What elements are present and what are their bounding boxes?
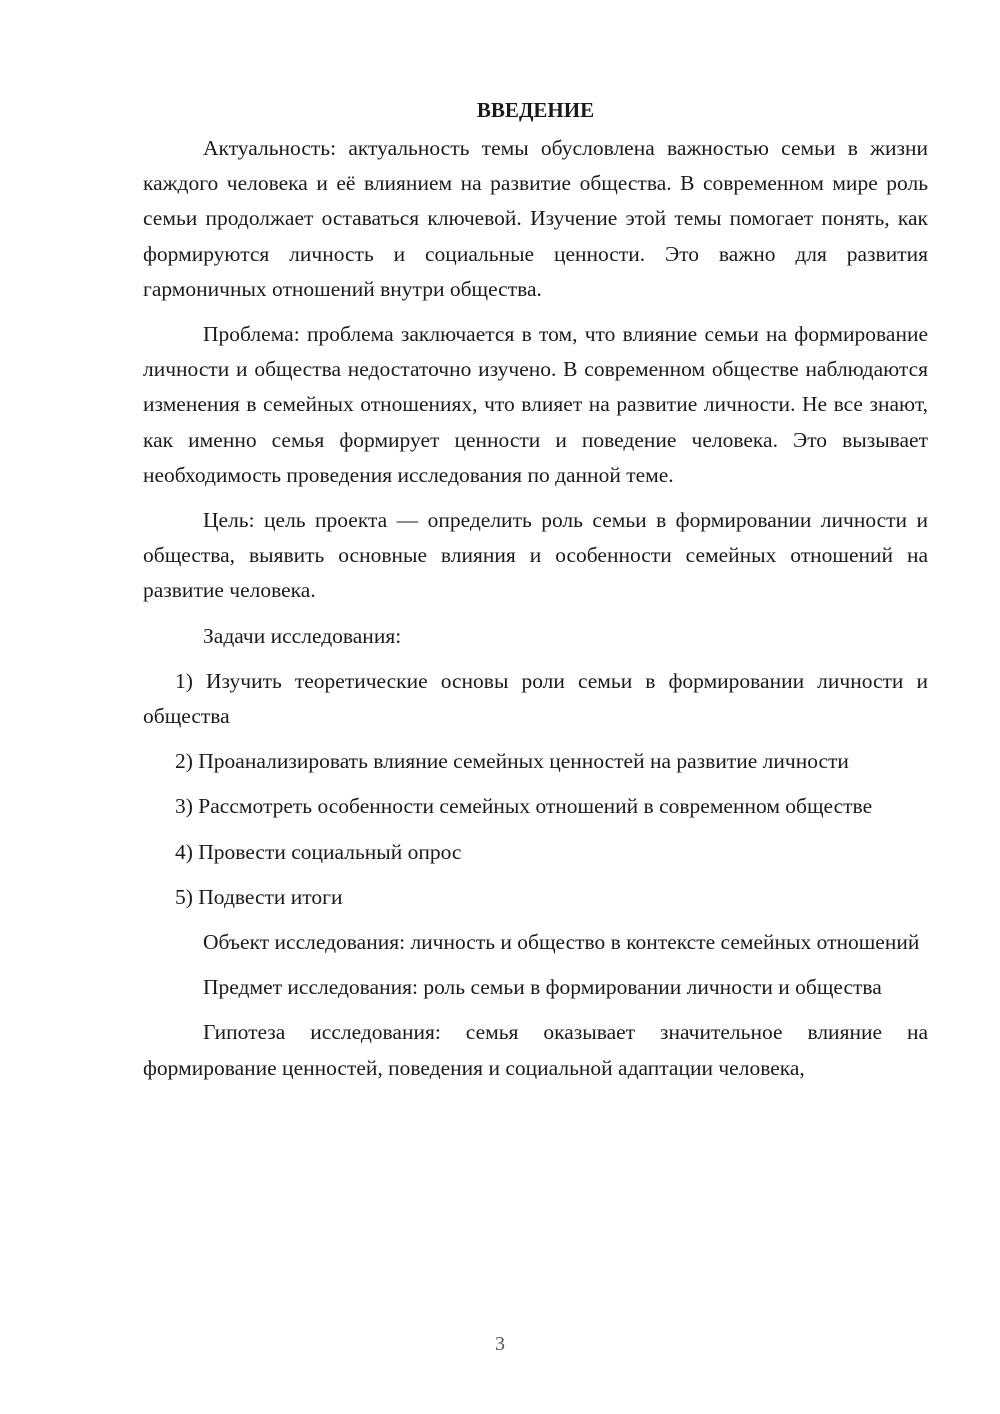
paragraph-relevance: Актуальность: актуальность темы обусловлена важностью семьи в жизни каждого человека и её влиянием на развитие общества. В современном мире роль семьи продолжает оставаться ключевой. Изучение этой темы помогает понять, как формируются личность и социальные ценности. Это важно для развития гармоничных отношений внутри общества. [143,136,928,301]
task-item-4: 4) Провести социальный опрос [175,839,462,864]
paragraph-subject: Предмет исследования: роль семьи в формировании личности и общества [203,975,882,1000]
section-heading: ВВЕДЕНИЕ [476,98,595,122]
task-item-3: 3) Рассмотреть особенности семейных отношений в современном обществе [175,794,873,819]
task-item-5: 5) Подвести итоги [175,884,343,909]
paragraph-hypothesis: Гипотеза исследования: семья оказывает значительное влияние на формирование ценностей, поведения и социальной адаптации человека, [143,1020,928,1080]
task-item-2: 2) Проанализировать влияние семейных ценностей на развитие личности [175,749,849,774]
task-item-1: 1) Изучить теоретические основы роли семьи в формировании личности и общества [143,668,928,729]
paragraph-problem: Проблема: проблема заключается в том, что влияние семьи на формирование личности и общества недостаточно изучено. В современном обществе наблюдаются изменения в семейных отношениях, что влияет на развитие личности. Не все знают, как именно семья формирует ценности и поведение человека. Это вызывает необходимость проведения исследования по данной теме. [143,322,928,487]
tasks-heading: Задачи исследования: [203,623,402,648]
page-content [143,92,928,1096]
paragraph-object: Объект исследования: личность и общество в контексте семейных отношений [203,930,920,955]
paragraph-goal: Цель: цель проекта — определить роль семьи в формировании личности и общества, выявить основные влияния и особенности семейных отношений на развитие человека. [143,508,928,603]
page-number: 3 [495,1333,505,1355]
